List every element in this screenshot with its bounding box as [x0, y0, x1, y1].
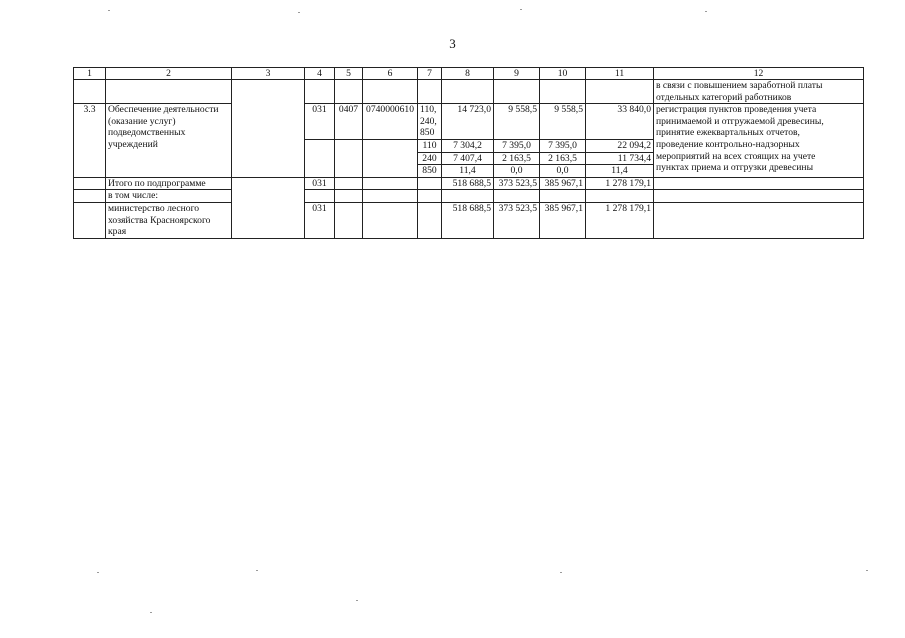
value-col11: 22 094,2 [586, 139, 654, 152]
value-col10: 385 967,1 [540, 202, 586, 238]
col-header: 2 [106, 68, 232, 80]
scan-speck [108, 10, 110, 11]
col-header: 5 [335, 68, 363, 80]
value-col10: 2 163,5 [540, 152, 586, 165]
value-col9: 373 523,5 [494, 177, 540, 190]
empty-cell [232, 80, 305, 178]
vr-codes: 110, 240, 850 [418, 104, 442, 140]
value-col8: 11,4 [442, 165, 494, 178]
value-col11: 1 278 179,1 [586, 202, 654, 238]
value-col8: 518 688,5 [442, 177, 494, 190]
page-number: 3 [449, 36, 456, 51]
ministry-row [74, 202, 864, 238]
col-header: 10 [540, 68, 586, 80]
item-number: 3.3 [74, 104, 106, 178]
value-col9: 373 523,5 [494, 202, 540, 238]
value-col9: 0,0 [494, 165, 540, 178]
scan-speck [356, 600, 358, 601]
scan-speck [560, 572, 562, 573]
value-col11: 11 734,4 [586, 152, 654, 165]
rzpr-code: 0407 [335, 104, 363, 140]
including-row [74, 190, 864, 203]
scan-speck [97, 572, 99, 573]
scan-speck [298, 12, 300, 13]
grbs-code: 031 [305, 104, 335, 140]
col-header: 4 [305, 68, 335, 80]
value-col10: 9 558,5 [540, 104, 586, 140]
col-header: 6 [363, 68, 418, 80]
value-col8: 518 688,5 [442, 202, 494, 238]
ministry-name: министерство лесного хозяйства Красноярского края [106, 202, 232, 238]
scan-speck [705, 11, 707, 12]
vr-code: 850 [418, 165, 442, 178]
col-header: 1 [74, 68, 106, 80]
col-header: 8 [442, 68, 494, 80]
scan-speck [866, 570, 868, 571]
col-header: 12 [654, 68, 864, 80]
value-col11: 1 278 179,1 [586, 177, 654, 190]
grbs-code: 031 [305, 177, 335, 190]
including-label: в том числе: [106, 190, 232, 203]
value-col8: 7 407,4 [442, 152, 494, 165]
value-col8: 7 304,2 [442, 139, 494, 152]
value-col10: 0,0 [540, 165, 586, 178]
col-header: 7 [418, 68, 442, 80]
value-col9: 2 163,5 [494, 152, 540, 165]
vr-code: 110 [418, 139, 442, 152]
column-number-row [74, 68, 864, 80]
value-col10: 7 395,0 [540, 139, 586, 152]
vr-code: 240 [418, 152, 442, 165]
scan-speck [520, 9, 522, 10]
value-col9: 9 558,5 [494, 104, 540, 140]
grbs-code: 031 [305, 202, 335, 238]
item-row [74, 104, 864, 140]
carry-note: в связи с повышением заработной платы отдельных категорий работников [654, 80, 864, 104]
value-col11: 33 840,0 [586, 104, 654, 140]
value-col10: 385 967,1 [540, 177, 586, 190]
scan-speck [256, 570, 258, 571]
col-header: 11 [586, 68, 654, 80]
value-col11: 11,4 [586, 165, 654, 178]
scan-speck [150, 612, 152, 613]
value-col8: 14 723,0 [442, 104, 494, 140]
col-header: 3 [232, 68, 305, 80]
csr-code: 0740000610 [363, 104, 418, 140]
item-name: Обеспечение деятельности (оказание услуг) подведомственных учреждений [106, 104, 232, 178]
expected-result: регистрация пунктов проведения учета принимаемой и отгружаемой древесины, принятие ежеквартальных отчетов, проведение контрольно-надзорных мероприятий на всех стоящих на учете пунктах приема и отгрузки древесины [654, 104, 864, 178]
carry-over-row [74, 80, 864, 104]
budget-table [73, 67, 864, 239]
total-row [74, 177, 864, 190]
col-header: 9 [494, 68, 540, 80]
value-col9: 7 395,0 [494, 139, 540, 152]
total-label: Итого по подпрограмме [106, 177, 232, 190]
